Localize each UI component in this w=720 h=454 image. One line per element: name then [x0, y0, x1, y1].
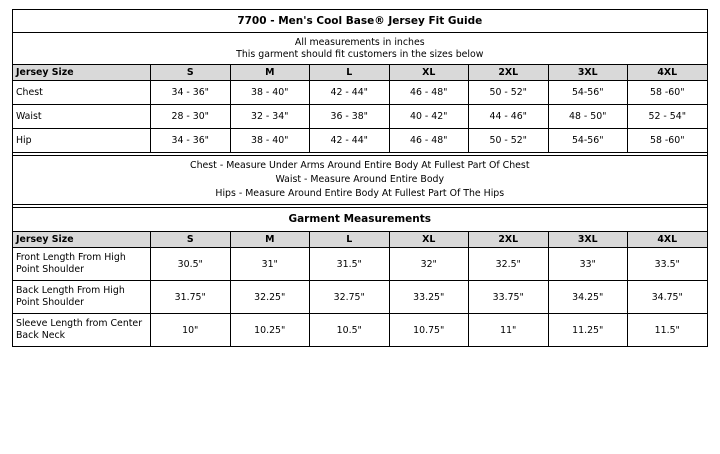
table-cell: 33.25"	[389, 281, 469, 314]
row-label: Hip	[13, 129, 151, 153]
table-cell: 33.75"	[469, 281, 549, 314]
row-label-line: Front Length From High	[16, 252, 126, 263]
instruction-waist: Waist - Measure Around Entire Body	[275, 174, 445, 185]
fit-guide-table	[12, 9, 708, 347]
fit-header-size: XL	[389, 65, 469, 81]
measurement-instructions	[13, 156, 708, 205]
table-cell: 34.25"	[548, 281, 628, 314]
row-label-line: Sleeve Length from Center	[16, 318, 143, 329]
garment-header-size: 2XL	[469, 232, 549, 248]
table-cell: 42 - 44"	[310, 129, 390, 153]
garment-header-row	[13, 232, 708, 248]
table-cell: 46 - 48"	[389, 129, 469, 153]
fit-header-size: 2XL	[469, 65, 549, 81]
table-cell: 34 - 36"	[151, 81, 231, 105]
table-cell: 42 - 44"	[310, 81, 390, 105]
row-label: Waist	[13, 105, 151, 129]
page-title: 7700 - Men's Cool Base® Jersey Fit Guide	[13, 10, 708, 33]
garment-header-size: 3XL	[548, 232, 628, 248]
table-cell: 46 - 48"	[389, 81, 469, 105]
table-cell: 34.75"	[628, 281, 708, 314]
table-cell: 40 - 42"	[389, 105, 469, 129]
table-cell: 44 - 46"	[469, 105, 549, 129]
table-cell: 30.5"	[151, 248, 231, 281]
row-label-line: Point Shoulder	[16, 264, 85, 275]
table-cell: 58 -60"	[628, 81, 708, 105]
garment-header-size: M	[230, 232, 310, 248]
table-cell: 58 -60"	[628, 129, 708, 153]
table-cell: 31.5"	[310, 248, 390, 281]
fit-header-size: S	[151, 65, 231, 81]
fit-guide-sheet	[12, 9, 707, 347]
table-cell: 54-56"	[548, 129, 628, 153]
table-cell: 54-56"	[548, 81, 628, 105]
row-label-line: Back Neck	[16, 330, 66, 341]
table-cell: 32"	[389, 248, 469, 281]
table-row-chest	[13, 81, 708, 105]
table-cell: 48 - 50"	[548, 105, 628, 129]
instruction-chest: Chest - Measure Under Arms Around Entire Body At Fullest Part Of Chest	[190, 160, 530, 171]
row-label	[13, 281, 151, 314]
fit-header-label: Jersey Size	[13, 65, 151, 81]
table-cell: 10.75"	[389, 314, 469, 347]
table-row-front-length	[13, 248, 708, 281]
garment-header-size: 4XL	[628, 232, 708, 248]
table-cell: 31.75"	[151, 281, 231, 314]
row-label-line: Back Length From High	[16, 285, 125, 296]
table-cell: 10.25"	[230, 314, 310, 347]
table-row-waist	[13, 105, 708, 129]
fit-header-size: 3XL	[548, 65, 628, 81]
row-label-line: Point Shoulder	[16, 297, 85, 308]
table-cell: 33.5"	[628, 248, 708, 281]
table-cell: 10.5"	[310, 314, 390, 347]
table-cell: 52 - 54"	[628, 105, 708, 129]
table-row-hip	[13, 129, 708, 153]
table-cell: 31"	[230, 248, 310, 281]
table-cell: 28 - 30"	[151, 105, 231, 129]
table-cell: 32.5"	[469, 248, 549, 281]
garment-header-size: L	[310, 232, 390, 248]
garment-section-title: Garment Measurements	[13, 208, 708, 232]
table-row-back-length	[13, 281, 708, 314]
garment-header-size: XL	[389, 232, 469, 248]
table-cell: 32 - 34"	[230, 105, 310, 129]
table-cell: 32.75"	[310, 281, 390, 314]
garment-header-label: Jersey Size	[13, 232, 151, 248]
table-cell: 32.25"	[230, 281, 310, 314]
table-cell: 34 - 36"	[151, 129, 231, 153]
row-label: Chest	[13, 81, 151, 105]
fit-header-size: 4XL	[628, 65, 708, 81]
row-label	[13, 314, 151, 347]
table-cell: 36 - 38"	[310, 105, 390, 129]
table-cell: 50 - 52"	[469, 81, 549, 105]
table-cell: 11"	[469, 314, 549, 347]
fit-header-row	[13, 65, 708, 81]
instruction-hips: Hips - Measure Around Entire Body At Fullest Part Of The Hips	[215, 188, 505, 199]
table-cell: 11.5"	[628, 314, 708, 347]
table-cell: 38 - 40"	[230, 129, 310, 153]
fit-header-size: L	[310, 65, 390, 81]
table-cell: 38 - 40"	[230, 81, 310, 105]
fit-header-size: M	[230, 65, 310, 81]
row-label	[13, 248, 151, 281]
note-fit: This garment should fit customers in the sizes below	[236, 48, 484, 60]
table-row-sleeve-length	[13, 314, 708, 347]
table-cell: 33"	[548, 248, 628, 281]
table-cell: 50 - 52"	[469, 129, 549, 153]
note-units: All measurements in inches	[294, 36, 425, 48]
table-cell: 10"	[151, 314, 231, 347]
garment-header-size: S	[151, 232, 231, 248]
measurement-notes	[13, 33, 708, 65]
table-cell: 11.25"	[548, 314, 628, 347]
